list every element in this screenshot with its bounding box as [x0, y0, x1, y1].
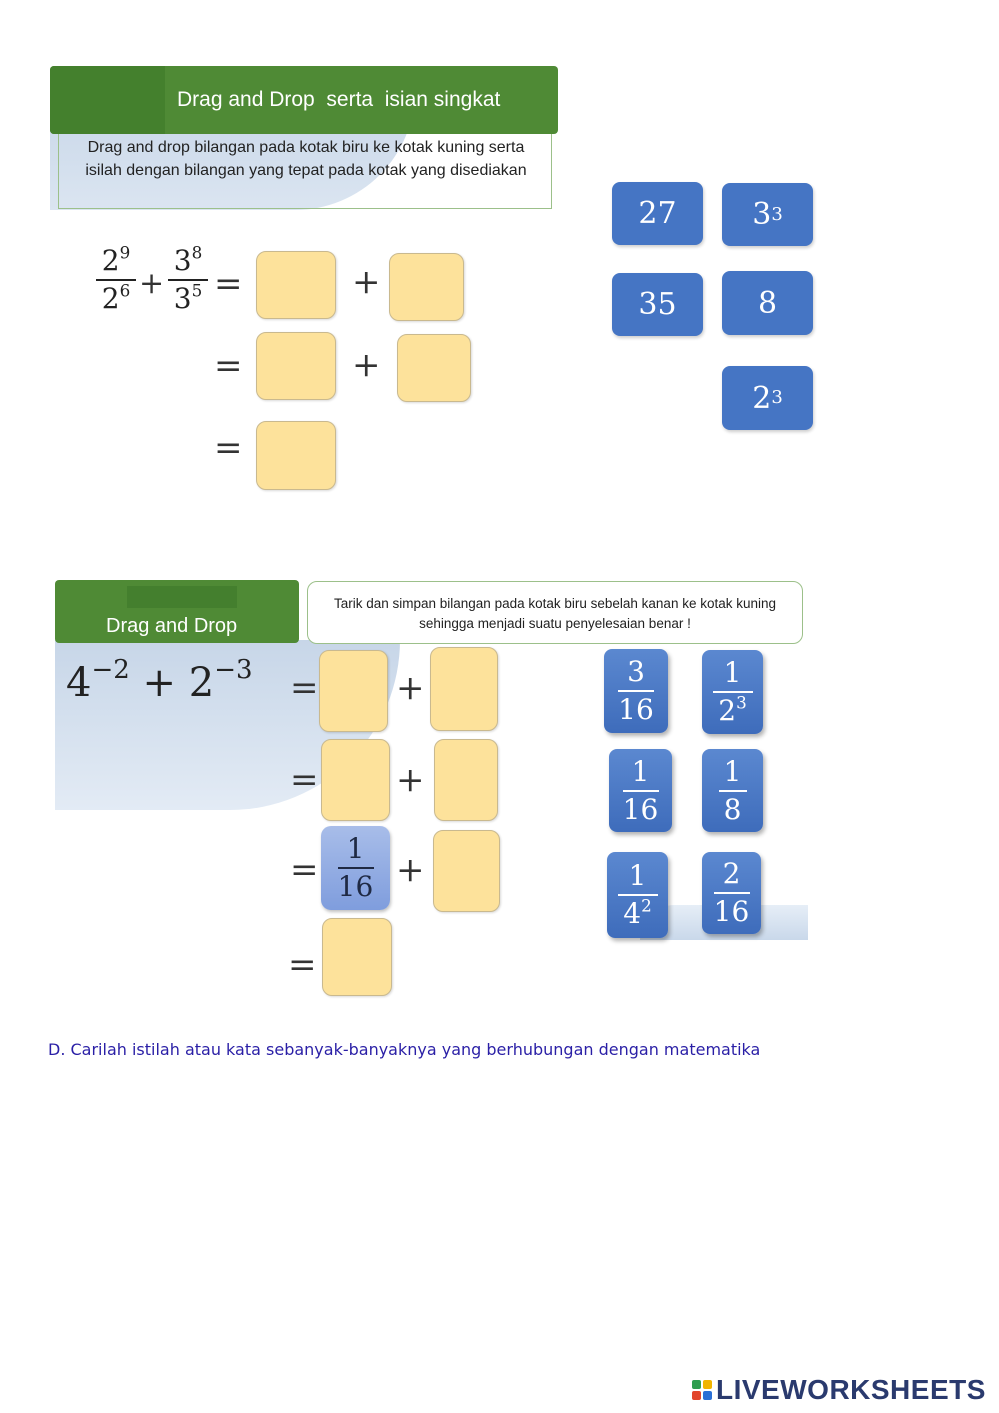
section2-title-bar [55, 580, 299, 643]
liveworksheets-icon [692, 1380, 712, 1400]
answer-tile-8[interactable]: 8 [722, 271, 813, 335]
drop-box-1[interactable] [256, 251, 336, 319]
section2-instruction: Tarik dan simpan bilangan pada kotak biru sebelah kanan ke kotak kuning sehingga menjadi suatu penyelesaian benar ! [333, 596, 777, 631]
s2-plus-2: + [396, 760, 425, 800]
answer-tile-27[interactable]: 27 [612, 182, 703, 245]
s2-equals-2: = [290, 760, 319, 800]
s2-drop-box-3[interactable] [321, 739, 390, 821]
equation-equals-1: = [214, 264, 243, 304]
s2-drop-box-4[interactable] [434, 739, 498, 821]
section1-title: Drag and Drop serta isian singkat [177, 88, 501, 111]
s2-placed-tile-1-16[interactable]: $\frac{1}{16}$ [321, 826, 390, 910]
s2-drop-box-1[interactable] [319, 650, 388, 732]
drop-box-4[interactable] [397, 334, 471, 402]
s2-tile-2-16[interactable]: $\frac{2}{16}$ [702, 852, 761, 934]
s2-tile-1-4pow2[interactable]: $\frac{1}{4^2}$ [607, 852, 668, 938]
answer-tile-35[interactable]: 35 [612, 273, 703, 336]
s2-plus-3: + [396, 850, 425, 890]
section1-title-bar [50, 66, 558, 134]
liveworksheets-text: LIVEWORKSHEETS [716, 1374, 986, 1405]
equation-frac1: $\frac{2^9}{2^6}$ [96, 244, 136, 313]
s2-equals-3: = [290, 850, 319, 890]
equation-equals-2: = [214, 346, 243, 386]
section2-title: Drag and Drop [106, 615, 238, 637]
liveworksheets-logo [692, 1374, 986, 1406]
drop-box-2[interactable] [389, 253, 464, 321]
s2-plus-1: + [396, 668, 425, 708]
s2-tile-1-16[interactable]: $\frac{1}{16}$ [609, 749, 672, 832]
drop-box-5[interactable] [256, 421, 336, 490]
answer-tile-3-pow-3[interactable]: 3 3 [722, 183, 813, 246]
plus-1: + [352, 262, 381, 302]
answer-tile-2-pow-3[interactable]: 2 3 [722, 366, 813, 430]
question-d: D. Carilah istilah atau kata sebanyak-banyaknya yang berhubungan dengan matematika [48, 1040, 761, 1059]
s2-equals-4: = [288, 945, 317, 985]
equation-equals-3: = [214, 428, 243, 468]
drop-box-3[interactable] [256, 332, 336, 400]
section2-expression: $4^{-2} + 2^{-3}$ [66, 654, 253, 706]
s2-equals-1: = [290, 668, 319, 708]
s2-drop-box-6[interactable] [322, 918, 392, 996]
s2-drop-box-2[interactable] [430, 647, 498, 731]
s2-drop-box-5[interactable] [433, 830, 500, 912]
answer-area[interactable] [48, 1070, 948, 1330]
section2-instruction-box [307, 581, 803, 644]
s2-tile-3-16[interactable]: $\frac{3}{16}$ [604, 649, 668, 733]
equation-frac2: $\frac{3^8}{3^5}$ [168, 244, 208, 313]
s2-tile-1-2pow3[interactable]: $\frac{1}{2^3}$ [702, 650, 763, 734]
plus-2: + [352, 345, 381, 385]
section1-instruction: Drag and drop bilangan pada kotak biru ke kotak kuning serta isilah dengan bilangan yang tepat pada kotak yang disediakan [85, 139, 527, 179]
s2-tile-1-8[interactable]: $\frac{1}{8}$ [702, 749, 763, 832]
equation-plus: + [139, 266, 165, 301]
